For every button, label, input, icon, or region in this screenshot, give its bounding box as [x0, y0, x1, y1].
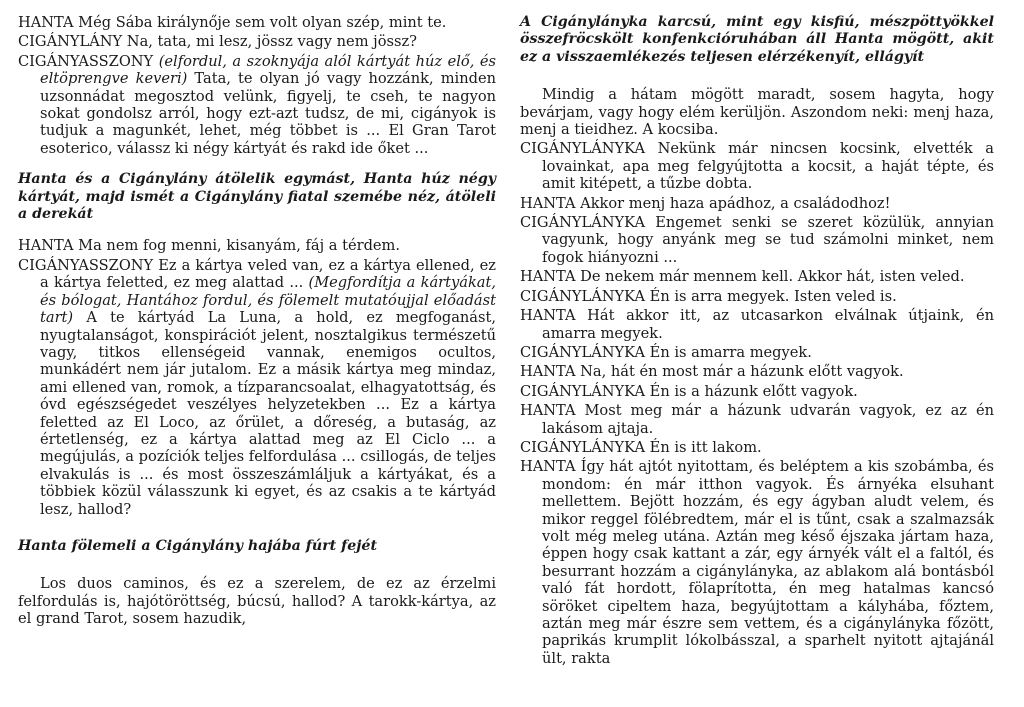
speech-ciganylanyka-5	[520, 383, 994, 400]
speech-ciganyasszony-2	[18, 257, 496, 518]
stage-direction-inline: (elfordul, a szoknyája alól kártyát húz elő, és eltöprengve keveri)	[40, 52, 496, 88]
speaker-name: HANTA	[520, 458, 576, 476]
speaker-name: HANTA	[520, 402, 576, 420]
speech-hanta-4	[520, 268, 994, 285]
speaker-name: HANTA	[520, 307, 576, 325]
speech-text: Én is itt lakom.	[645, 438, 762, 456]
speaker-name: CIGÁNYASSZONY	[18, 52, 154, 70]
speech-text: Ma nem fog menni, kisanyám, fáj a térdem.	[73, 237, 401, 255]
speech-ciganylanyka-2	[520, 214, 994, 266]
stage-direction-3: A Cigánylányka karcsú, mint egy kisfiú, mészpöttyökkel összefröcskölt konfenkcióruhában áll Hanta mögött, akit ez a visszaemlékezés teljesen elérzékenyít, ellágyít	[520, 14, 994, 65]
speech-text: Nekünk már nincsen kocsink, elvették a lovainkat, apa meg felgyújtotta a kocsit, a haját tépte, és amit kitépett, a tűzbe dobta.	[542, 140, 994, 193]
speech-ciganylanyka-6	[520, 439, 994, 456]
speaker-name: CIGÁNYLÁNY	[18, 33, 123, 51]
speaker-name: HANTA	[520, 268, 576, 286]
stage-direction-inline: (Megfordítja a kártyákat, és bólogat, Hantához fordul, és fölemelt mutatóujjal előadást tart)	[40, 274, 497, 327]
speech-ciganylanyka-4	[520, 344, 994, 361]
speaker-name: HANTA	[18, 14, 74, 31]
speech-hanta-2	[18, 237, 496, 254]
speaker-name: CIGÁNYLÁNYKA	[520, 140, 646, 158]
speech-hanta-5	[520, 307, 994, 342]
speech-text: Most meg már a házunk udvarán vagyok, ez az én lakásom ajtaja.	[542, 402, 994, 437]
speech-text: Így hát ajtót nyitottam, és beléptem a kis szobámba, és mondom: én már itthon vagyok. És árnyéka elsuhant mellettem. Bejött hozzám, és egy ágyban aludt velem, és mikor reggel fölébredtem, már el is tűnt, csak a szalmazsák volt még meleg utána. Aztán meg késő éjszaka jártam haza, éppen hogy csak kattant a zár, egy árnyék vált el a faltól, és besurrant hozzám a cigánylányka, az ablakom alá bontásból való fát hordott, fölaprította, én meg hatalmas kancsó söröket cipeltem haza, begyújtottam a kályhába, főztem, aztán meg már észre sem vettem, és a cigánylányka főzött, paprikás krumplit lókolbásszal, a sparhelt nyitott ajtajánál ült, rakta	[542, 458, 994, 667]
speaker-name: HANTA	[18, 237, 74, 255]
speech-text: Hát akkor itt, az utcasarkon elválnak útjaink, én amarra megyek.	[542, 307, 994, 342]
speech-ciganylanyka-3	[520, 288, 994, 305]
speech-text: A te kártyád La Luna, a hold, ez megfoganást, nyugtalanságot, konspirációt jelent, nosztalgikus természetű vagy, titkos ellenségeid vannak, enemigos ocultos, munkádért nem jár jutalom. Ez a másik kártya meg mindaz, ami ellened van, romok, a tízparancsoalat, elhagyatottság, és óvd egészségedet veszélyes helyzetekben ... Ez a kártya feletted az El Loco, az őrület, a dőreség, a butaság, az értetlenség, ez a kártya alattad meg az El Ciclo ... a megújulás, a pozíciók teljes felfordulása ... csillogás, de teljes elvakulás is ... és most összeszámláljuk a kártyákat, és a többiek közül válasszunk ki egyet, és az csakis a te kártyád lesz, hallod?	[40, 309, 496, 518]
speaker-name: CIGÁNYLÁNYKA	[520, 343, 646, 361]
speech-text: Engemet senki se szeret közülük, annyian vagyunk, hogy anyánk meg se tud számolni minket, nem fogok hiányozni ...	[542, 214, 994, 266]
speech-hanta-6	[520, 363, 994, 380]
speech-ciganyasszony-1	[18, 53, 496, 157]
speech-text: Én is arra megyek. Isten veled is.	[645, 287, 897, 305]
speech-ciganylany-1	[18, 33, 496, 50]
speech-hanta-8	[520, 458, 994, 667]
stage-direction-2: Hanta fölemeli a Cigánylány hajába fúrt fejét	[18, 537, 378, 554]
speaker-name: HANTA	[520, 363, 576, 381]
speech-text: Akkor menj haza apádhoz, a családodhoz!	[575, 194, 891, 212]
speaker-name: CIGÁNYLÁNYKA	[520, 214, 646, 232]
speech-text: Ez a kártya veled van, ez a kártya ellened, ez a kártya feletted, ez meg alattad ...	[40, 256, 496, 292]
speech-text: Én is a házunk előtt vagyok.	[645, 382, 858, 400]
speech-text: Na, hát én most már a házunk előtt vagyok.	[575, 363, 904, 381]
speech-hanta-7	[520, 402, 994, 437]
speech-ciganylanyka-1	[520, 140, 994, 192]
narration-paragraph: Mindig a hátam mögött maradt, sosem hagyta, hogy bevárjam, vagy hogy elém kerüljön. Aszondom neki: menj haza, menj a tieidhez. A kocsiba.	[520, 86, 994, 139]
narration-paragraph: Los duos caminos, és ez a szerelem, de ez az érzelmi felfordulás is, hajótöröttség, búcsú, hallod? A tarokk-kártya, az el grand Tarot, sosem hazudik,	[18, 575, 496, 628]
speech-text: Tata, te olyan jó vagy hozzánk, minden uzsonnádat megosztod velünk, figyelj, te cseh, te nagyon sokat gondolsz arról, hogy ezt-azt tudsz, de mi, cigányok is tudjuk a magunkét, lehet, még többet is ... El Gran Tarot esoterico, válassz ki négy kártyát és rakd ide őket ...	[40, 70, 497, 157]
stage-direction-1: Hanta és a Cigánylány átölelik egymást, Hanta húz négy kártyát, majd ismét a Cigánylány fiatal szemébe néz, átöleli a derekát	[18, 171, 496, 223]
speaker-name: HANTA	[520, 194, 576, 212]
speech-text: Na, tata, mi lesz, jössz vagy nem jössz?	[122, 33, 417, 51]
speech-text: Én is amarra megyek.	[645, 343, 812, 361]
speaker-name: CIGÁNYLÁNYKA	[520, 382, 646, 400]
speech-text: Még Sába királynője sem volt olyan szép, mint te.	[73, 14, 447, 31]
speech-hanta-1	[18, 14, 496, 31]
speaker-name: CIGÁNYASSZONY	[18, 256, 154, 274]
speaker-name: CIGÁNYLÁNYKA	[520, 287, 646, 305]
speaker-name: CIGÁNYLÁNYKA	[520, 438, 646, 456]
left-column	[18, 14, 496, 628]
speech-text: De nekem már mennem kell. Akkor hát, isten veled.	[575, 268, 965, 286]
right-column	[520, 14, 994, 667]
speech-hanta-3	[520, 195, 994, 212]
